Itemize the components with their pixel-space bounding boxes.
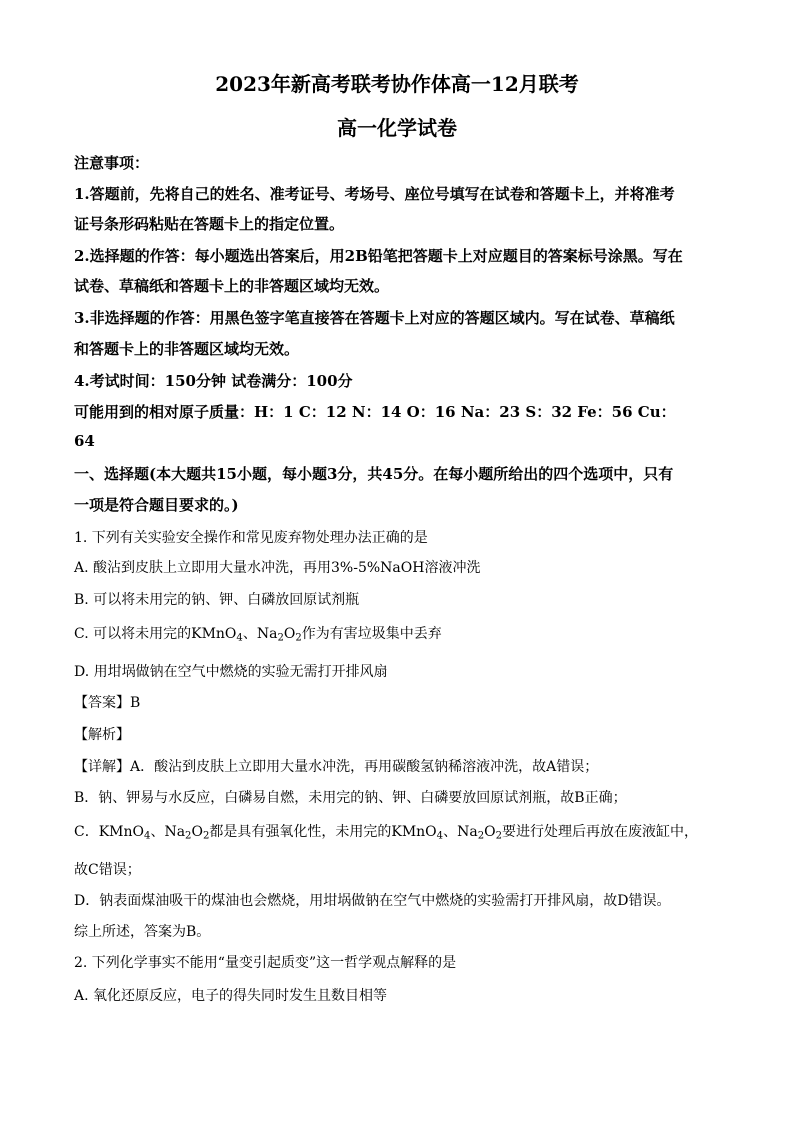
atomic-mass-line-2: 64 xyxy=(74,432,95,450)
exam-subtitle: 高一化学试卷 xyxy=(337,116,457,140)
question-1-detail-a: 【详解】A．酸沾到皮肤上立即用大量水冲洗，再用碳酸氢钠稀溶液冲洗，故A错误； xyxy=(74,759,599,775)
question-1-detail-c-end: 故C错误； xyxy=(74,862,141,878)
section-1-heading-line-2: 一项是符合题目要求的。) xyxy=(74,496,239,514)
notice-item-2-line-1: 2.选择题的作答：每小题选出答案后，用2B铅笔把答题卡上对应题目的答案标号涂黑。写在 xyxy=(74,247,683,265)
notice-heading: 注意事项： xyxy=(74,154,150,172)
question-2-stem: 2. 下列化学事实不能用“量变引起质变”这一哲学观点解释的是 xyxy=(74,955,457,971)
question-1-option-b: B. 可以将未用完的钠、钾、白磷放回原试剂瓶 xyxy=(74,592,360,608)
question-1-detail-c: C．KMnO$_4$、$Na_2O_2$都是具有强氧化性，未用完的KMnO$_4$、$Na_2O_2$要进行处理后再放在废液缸中， xyxy=(74,824,699,842)
question-1-analysis-label: 【解析】 xyxy=(74,727,130,743)
question-1-option-c: C. 可以将未用完的KMnO$_4$、$Na_2O_2$作为有害垃圾集中丢弃 xyxy=(74,626,442,644)
question-1-summary: 综上所述，答案为B。 xyxy=(74,924,211,940)
exam-title: 2023年新高考联考协作体高一12月联考 xyxy=(215,72,579,96)
section-1-heading-line-1: 一、选择题(本大题共15小题，每小题3分，共45分。在每小题所给出的四个选项中，只有 xyxy=(74,465,674,483)
question-2-option-a: A. 氧化还原反应，电子的得失同时发生且数目相等 xyxy=(74,988,388,1004)
question-1-detail-b: B．钠、钾易与水反应，白磷易自燃，未用完的钠、钾、白磷要放回原试剂瓶，故B正确； xyxy=(74,790,627,806)
atomic-mass-line-1: 可能用到的相对原子质量：H：1 C：12 N：14 O：16 Na：23 S：32 Fe：56 Cu： xyxy=(74,403,676,421)
question-1-detail-d: D．钠表面煤油吸干的煤油也会燃烧，用坩埚做钠在空气中燃烧的实验需打开排风扇，故D错误。 xyxy=(74,893,671,909)
question-1-option-d: D. 用坩埚做钠在空气中燃烧的实验无需打开排风扇 xyxy=(74,664,388,680)
notice-item-1-line-1: 1.答题前，先将自己的姓名、准考证号、考场号、座位号填写在试卷和答题卡上，并将准考 xyxy=(74,185,675,203)
notice-item-4: 4.考试时间：150分钟 试卷满分：100分 xyxy=(74,372,353,390)
notice-item-3-line-2: 和答题卡上的非答题区域均无效。 xyxy=(74,340,300,358)
notice-item-1-line-2: 证号条形码粘贴在答题卡上的指定位置。 xyxy=(74,215,345,233)
question-1-option-a: A. 酸沾到皮肤上立即用大量水冲洗，再用3%-5%NaOH溶液冲洗 xyxy=(74,560,481,576)
notice-item-3-line-1: 3.非选择题的作答：用黑色签字笔直接答在答题卡上对应的答题区域内。写在试卷、草稿纸 xyxy=(74,309,675,327)
notice-item-2-line-2: 试卷、草稿纸和答题卡上的非答题区域均无效。 xyxy=(74,277,390,295)
question-1-answer: 【答案】B xyxy=(74,695,141,711)
question-1-stem: 1. 下列有关实验安全操作和常见废弃物处理办法正确的是 xyxy=(74,530,428,546)
